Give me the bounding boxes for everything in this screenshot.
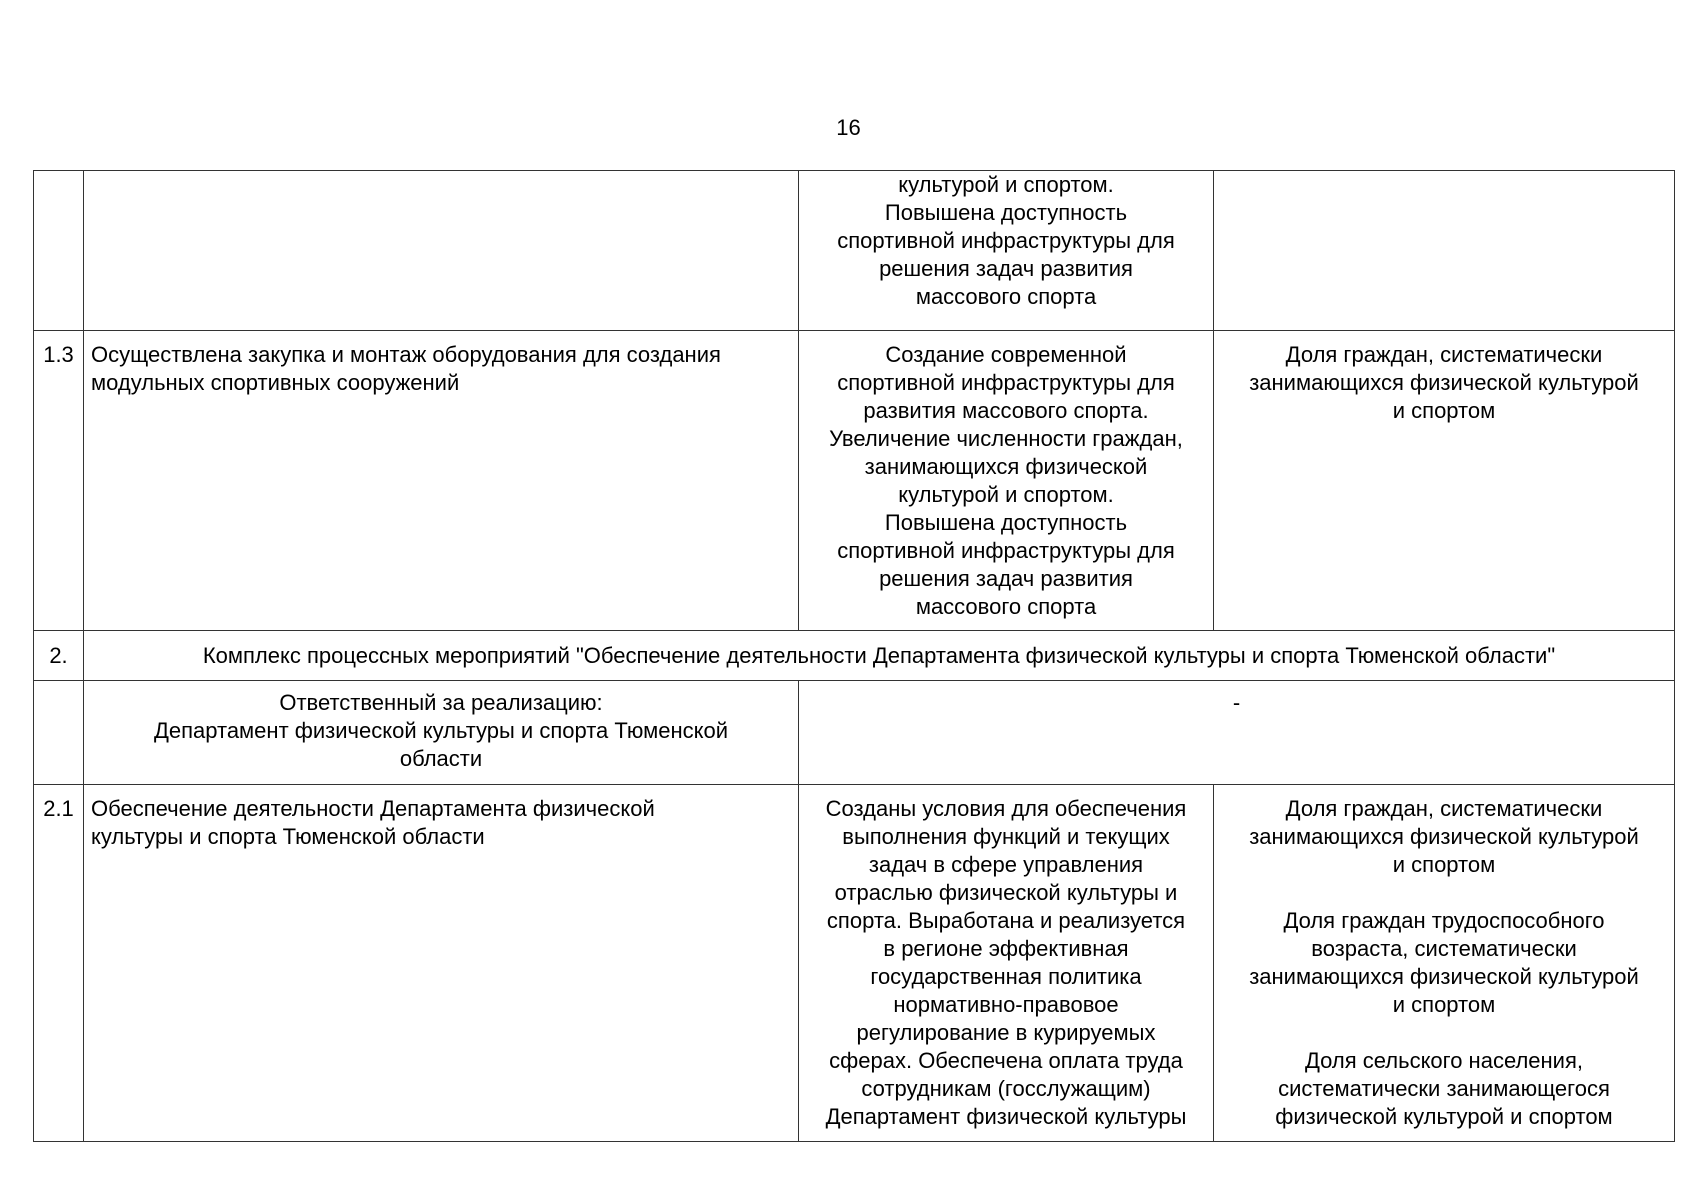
task-text: Обеспечение деятельности Департамента физической культуры и спорта Тюменской области xyxy=(91,796,655,849)
row-number: 1.3 xyxy=(43,342,74,367)
row-number: 2.1 xyxy=(43,796,74,821)
cell-indicator xyxy=(1214,785,1675,1142)
cell-number xyxy=(34,171,84,331)
cell-number xyxy=(34,681,84,785)
cell-indicator xyxy=(1214,171,1675,331)
cell-responsible xyxy=(84,681,799,785)
table-row-2-1 xyxy=(34,785,1675,1142)
cell-effect xyxy=(799,331,1214,631)
cell-effect xyxy=(799,785,1214,1142)
page-number: 16 xyxy=(836,115,861,140)
section-title xyxy=(84,631,1675,681)
effect-text: Созданы условия для обеспечения выполнения функций и текущих задач в сфере управления отраслью физической культуры и спорта. Выработана и реализуется в регионе эффективная государственная политика нормативно-правовое регулирование в курируемых сферах. Обеспечена оплата труда сотрудникам (госслужащим) Департамент физической культуры xyxy=(825,796,1187,1129)
table-row-2 xyxy=(34,631,1675,681)
cell-number xyxy=(34,785,84,1142)
table-row-1-3 xyxy=(34,331,1675,631)
cell-number xyxy=(34,631,84,681)
cell-task xyxy=(84,785,799,1142)
effect-text: Создание современной спортивной инфраструктуры для развития массового спорта. Увеличение численности граждан, занимающихся физической культурой и спортом. Повышена доступность спортивной инфраструктуры для решения задач развития массового спорта xyxy=(829,342,1183,619)
section-title-text: Комплекс процессных мероприятий "Обеспечение деятельности Департамента физической культуры и спорта Тюменской области" xyxy=(202,642,1556,668)
cell-effect xyxy=(799,171,1214,331)
cell-task xyxy=(84,331,799,631)
indicator-text-2: Доля граждан трудоспособного возраста, систематически занимающихся физической культурой и спортом xyxy=(1249,908,1639,1017)
dash-text: - xyxy=(1232,690,1241,715)
cell-dash xyxy=(799,681,1675,785)
indicator-text-3: Доля сельского населения, систематически занимающегося физической культурой и спортом xyxy=(1275,1048,1613,1129)
indicator-text: Доля граждан, систематически занимающихся физической культурой и спортом xyxy=(1249,342,1639,423)
table-row-continuation xyxy=(34,171,1675,331)
responsible-text: Ответственный за реализацию: Департамент физической культуры и спорта Тюменской области xyxy=(153,690,729,771)
task-text: Осуществлена закупка и монтаж оборудования для создания модульных спортивных сооружений xyxy=(91,342,721,395)
indicator-text-1: Доля граждан, систематически занимающихся физической культурой и спортом xyxy=(1249,796,1639,877)
cell-number xyxy=(34,331,84,631)
row-number: 2. xyxy=(49,642,68,668)
cell-indicator xyxy=(1214,331,1675,631)
table-row-responsible xyxy=(34,681,1675,785)
activities-table xyxy=(33,170,1675,1142)
effect-text: культурой и спортом. Повышена доступность спортивной инфраструктуры для решения задач развития массового спорта xyxy=(837,172,1175,309)
cell-task xyxy=(84,171,799,331)
